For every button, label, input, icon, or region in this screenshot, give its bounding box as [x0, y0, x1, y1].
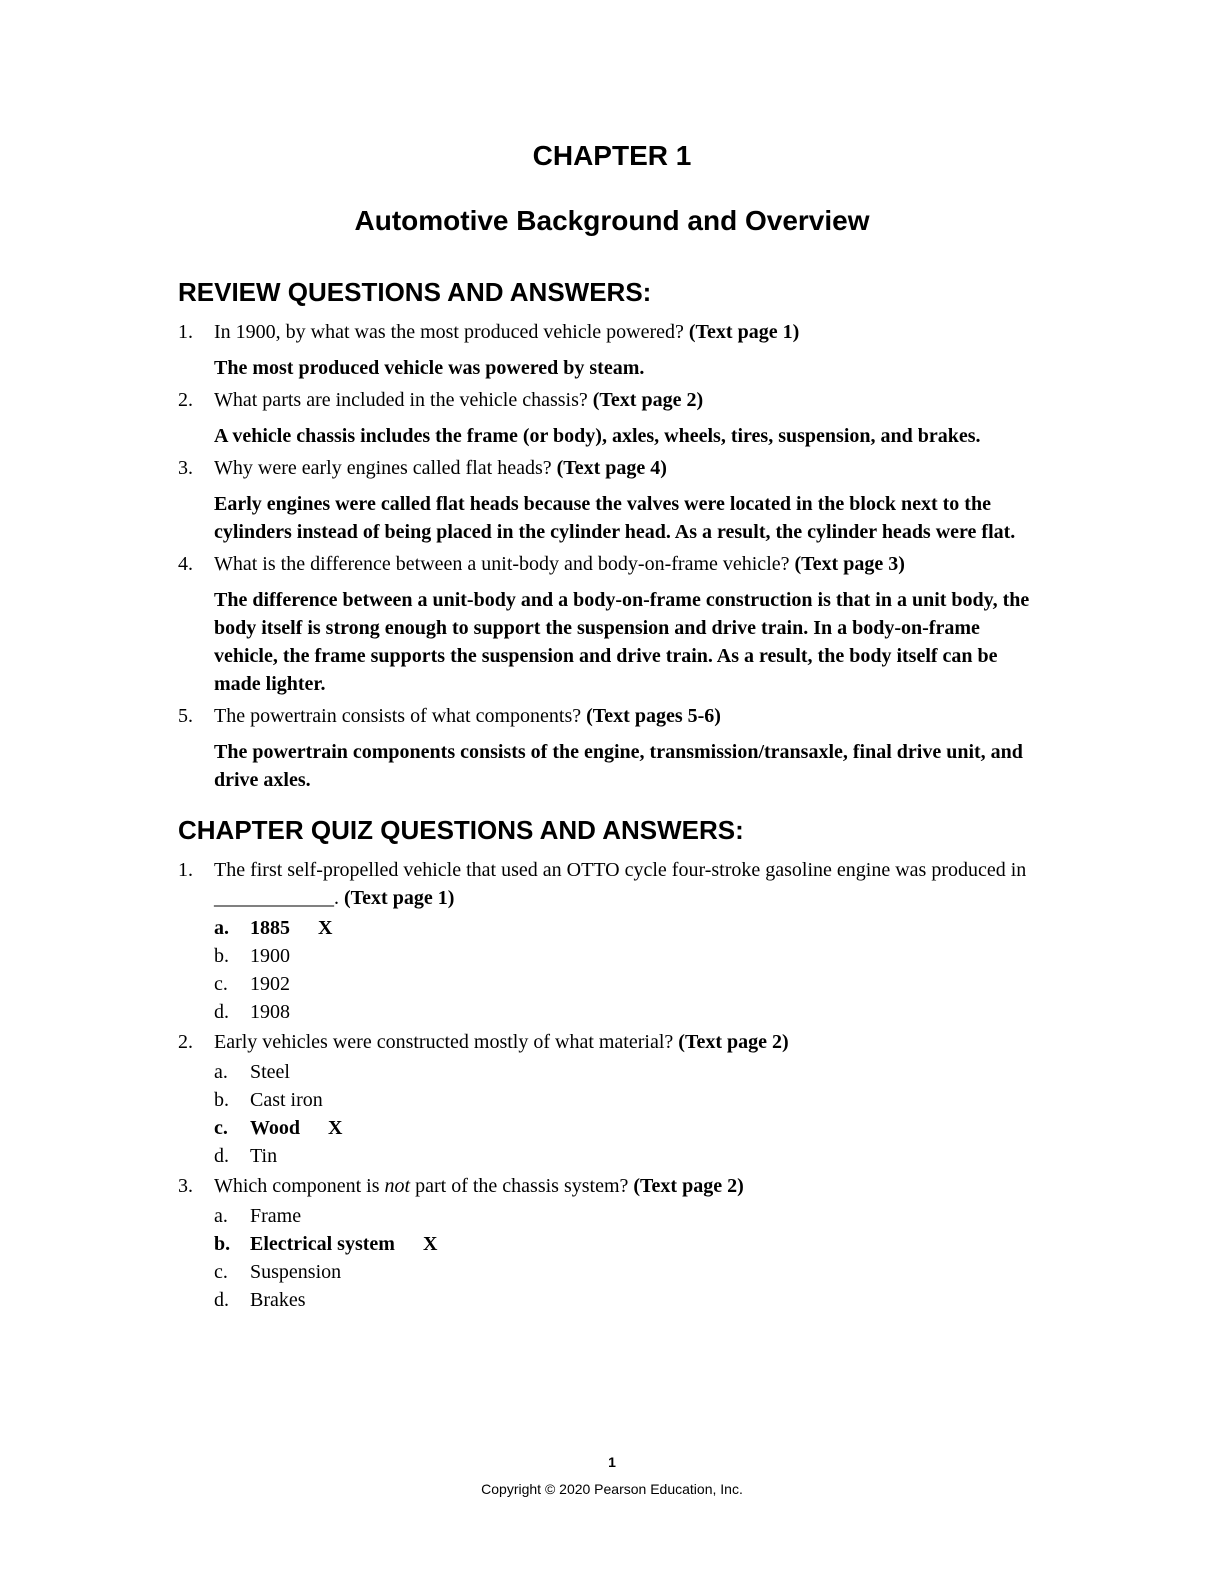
option-text: 1902: [250, 973, 290, 995]
option-text: Brakes: [250, 1289, 306, 1311]
text-page-ref: (Text page 2): [592, 389, 704, 411]
review-item: [178, 454, 1046, 546]
option-text: 1885: [250, 917, 290, 939]
review-item: [178, 318, 1046, 382]
quiz-option: [214, 970, 1046, 998]
quiz-option: [214, 1114, 1046, 1142]
quiz-options: [214, 914, 1046, 1026]
question-number: 3.: [178, 457, 193, 479]
question-text-italic: not: [384, 1175, 411, 1197]
option-letter: c.: [214, 1261, 228, 1283]
question-body: [214, 550, 1046, 578]
quiz-option: [214, 1058, 1046, 1086]
question-body: [214, 454, 1046, 482]
question-number: 4.: [178, 553, 193, 575]
option-letter: d.: [214, 1001, 229, 1023]
chapter-subtitle: Automotive Background and Overview: [354, 205, 870, 236]
review-answer: The powertrain components consists of the engine, transmission/transaxle, final drive unit, and drive axles.: [214, 741, 1023, 791]
question-body: [214, 1028, 1046, 1056]
quiz-option: [214, 1286, 1046, 1314]
quiz-option: [214, 914, 1046, 942]
question-text: Why were early engines called flat heads?: [214, 457, 552, 479]
quiz-option: [214, 1202, 1046, 1230]
question-number: 3.: [178, 1175, 193, 1197]
question-body: [214, 856, 1046, 912]
correct-answer-marker: X: [422, 1233, 438, 1255]
question-number: 2.: [178, 1031, 193, 1053]
text-page-ref: (Text page 3): [794, 553, 905, 575]
question-text: The powertrain consists of what components?: [214, 705, 582, 727]
review-item: [178, 702, 1046, 794]
page-number: 1: [608, 1454, 616, 1470]
option-text: Cast iron: [250, 1089, 323, 1111]
review-answer: The most produced vehicle was powered by steam.: [214, 357, 645, 379]
option-letter: c.: [214, 1117, 228, 1139]
text-page-ref: (Text page 4): [556, 457, 667, 479]
chapter-title: CHAPTER 1: [532, 140, 692, 171]
quiz-option: [214, 1230, 1046, 1258]
quiz-option: [214, 942, 1046, 970]
review-question: [178, 386, 1046, 414]
option-text: 1908: [250, 1001, 290, 1023]
option-text: 1900: [250, 945, 290, 967]
correct-answer-marker: X: [318, 917, 333, 939]
option-letter: a.: [214, 917, 229, 939]
review-answer: A vehicle chassis includes the frame (or body), axles, wheels, tires, suspension, and brakes.: [214, 425, 981, 447]
option-letter: b.: [214, 1233, 231, 1255]
option-letter: c.: [214, 973, 228, 995]
review-question: [178, 318, 1046, 346]
option-text: Wood: [250, 1117, 301, 1139]
question-number: 2.: [178, 389, 193, 411]
option-letter: d.: [214, 1145, 229, 1167]
quiz-option: [214, 1086, 1046, 1114]
option-letter: b.: [214, 1089, 229, 1111]
review-question: [178, 454, 1046, 482]
quiz-item: [178, 1172, 1046, 1314]
question-text: part of the chassis system?: [415, 1175, 629, 1197]
question-text: Which component is: [214, 1175, 380, 1197]
review-answer: Early engines were called flat heads because the valves were located in the block next to the cylinders instead of being placed in the cylinder head. As a result, the cylinder heads were flat.: [214, 493, 1016, 543]
text-page-ref: (Text page 2): [633, 1175, 744, 1197]
text-page-ref: (Text pages 5-6): [586, 705, 721, 727]
option-text: Frame: [250, 1205, 302, 1227]
question-body: [214, 1172, 1046, 1200]
copyright-notice: Copyright © 2020 Pearson Education, Inc.: [481, 1481, 743, 1497]
question-number: 1.: [178, 859, 193, 881]
page-content: [178, 140, 1046, 1316]
review-question: [178, 550, 1046, 578]
quiz-question: [178, 856, 1046, 912]
review-answer: The difference between a unit-body and a body-on-frame construction is that in a unit body, the body itself is strong enough to support the suspension and drive train. In a body-on-frame vehicle, the frame supports the suspension and drive train. As a result, the body itself can be made lighter.: [214, 589, 1030, 695]
question-text: What is the difference between a unit-body and body-on-frame vehicle?: [214, 553, 790, 575]
question-text: Early vehicles were constructed mostly of what material?: [214, 1031, 674, 1053]
quiz-item: [178, 856, 1046, 1026]
option-letter: d.: [214, 1289, 229, 1311]
quiz-item: [178, 1028, 1046, 1170]
review-item: [178, 550, 1046, 698]
option-letter: b.: [214, 945, 229, 967]
option-letter: a.: [214, 1205, 228, 1227]
review-item: [178, 386, 1046, 450]
quiz-options: [214, 1058, 1046, 1170]
question-body: [214, 386, 1046, 414]
option-letter: a.: [214, 1061, 228, 1083]
quiz-options: [214, 1202, 1046, 1314]
quiz-option: [214, 1258, 1046, 1286]
quiz-section: [178, 856, 1046, 1314]
question-text: What parts are included in the vehicle chassis?: [214, 389, 588, 411]
text-page-ref: (Text page 1): [344, 887, 455, 909]
text-page-ref: (Text page 2): [678, 1031, 789, 1053]
option-text: Tin: [250, 1145, 278, 1167]
question-number: 1.: [178, 321, 193, 343]
review-section-heading: REVIEW QUESTIONS AND ANSWERS:: [178, 277, 652, 307]
question-text: In 1900, by what was the most produced vehicle powered?: [214, 321, 684, 343]
correct-answer-marker: X: [328, 1117, 343, 1139]
question-number: 5.: [178, 705, 193, 727]
quiz-option: [214, 998, 1046, 1026]
quiz-option: [214, 1142, 1046, 1170]
question-text: The first self-propelled vehicle that used an OTTO cycle four-stroke gasoline engine was produced in ____________.: [214, 859, 1027, 909]
review-section: [178, 318, 1046, 794]
option-text: Electrical system: [250, 1233, 395, 1255]
quiz-question: [178, 1172, 1046, 1200]
review-question: [178, 702, 1046, 730]
quiz-section-heading: CHAPTER QUIZ QUESTIONS AND ANSWERS:: [178, 815, 744, 845]
option-text: Steel: [250, 1061, 290, 1083]
page-footer: [0, 1452, 1224, 1499]
question-body: [214, 702, 1046, 730]
option-text: Suspension: [250, 1261, 342, 1283]
question-body: [214, 318, 1046, 346]
quiz-question: [178, 1028, 1046, 1056]
text-page-ref: (Text page 1): [688, 321, 800, 343]
